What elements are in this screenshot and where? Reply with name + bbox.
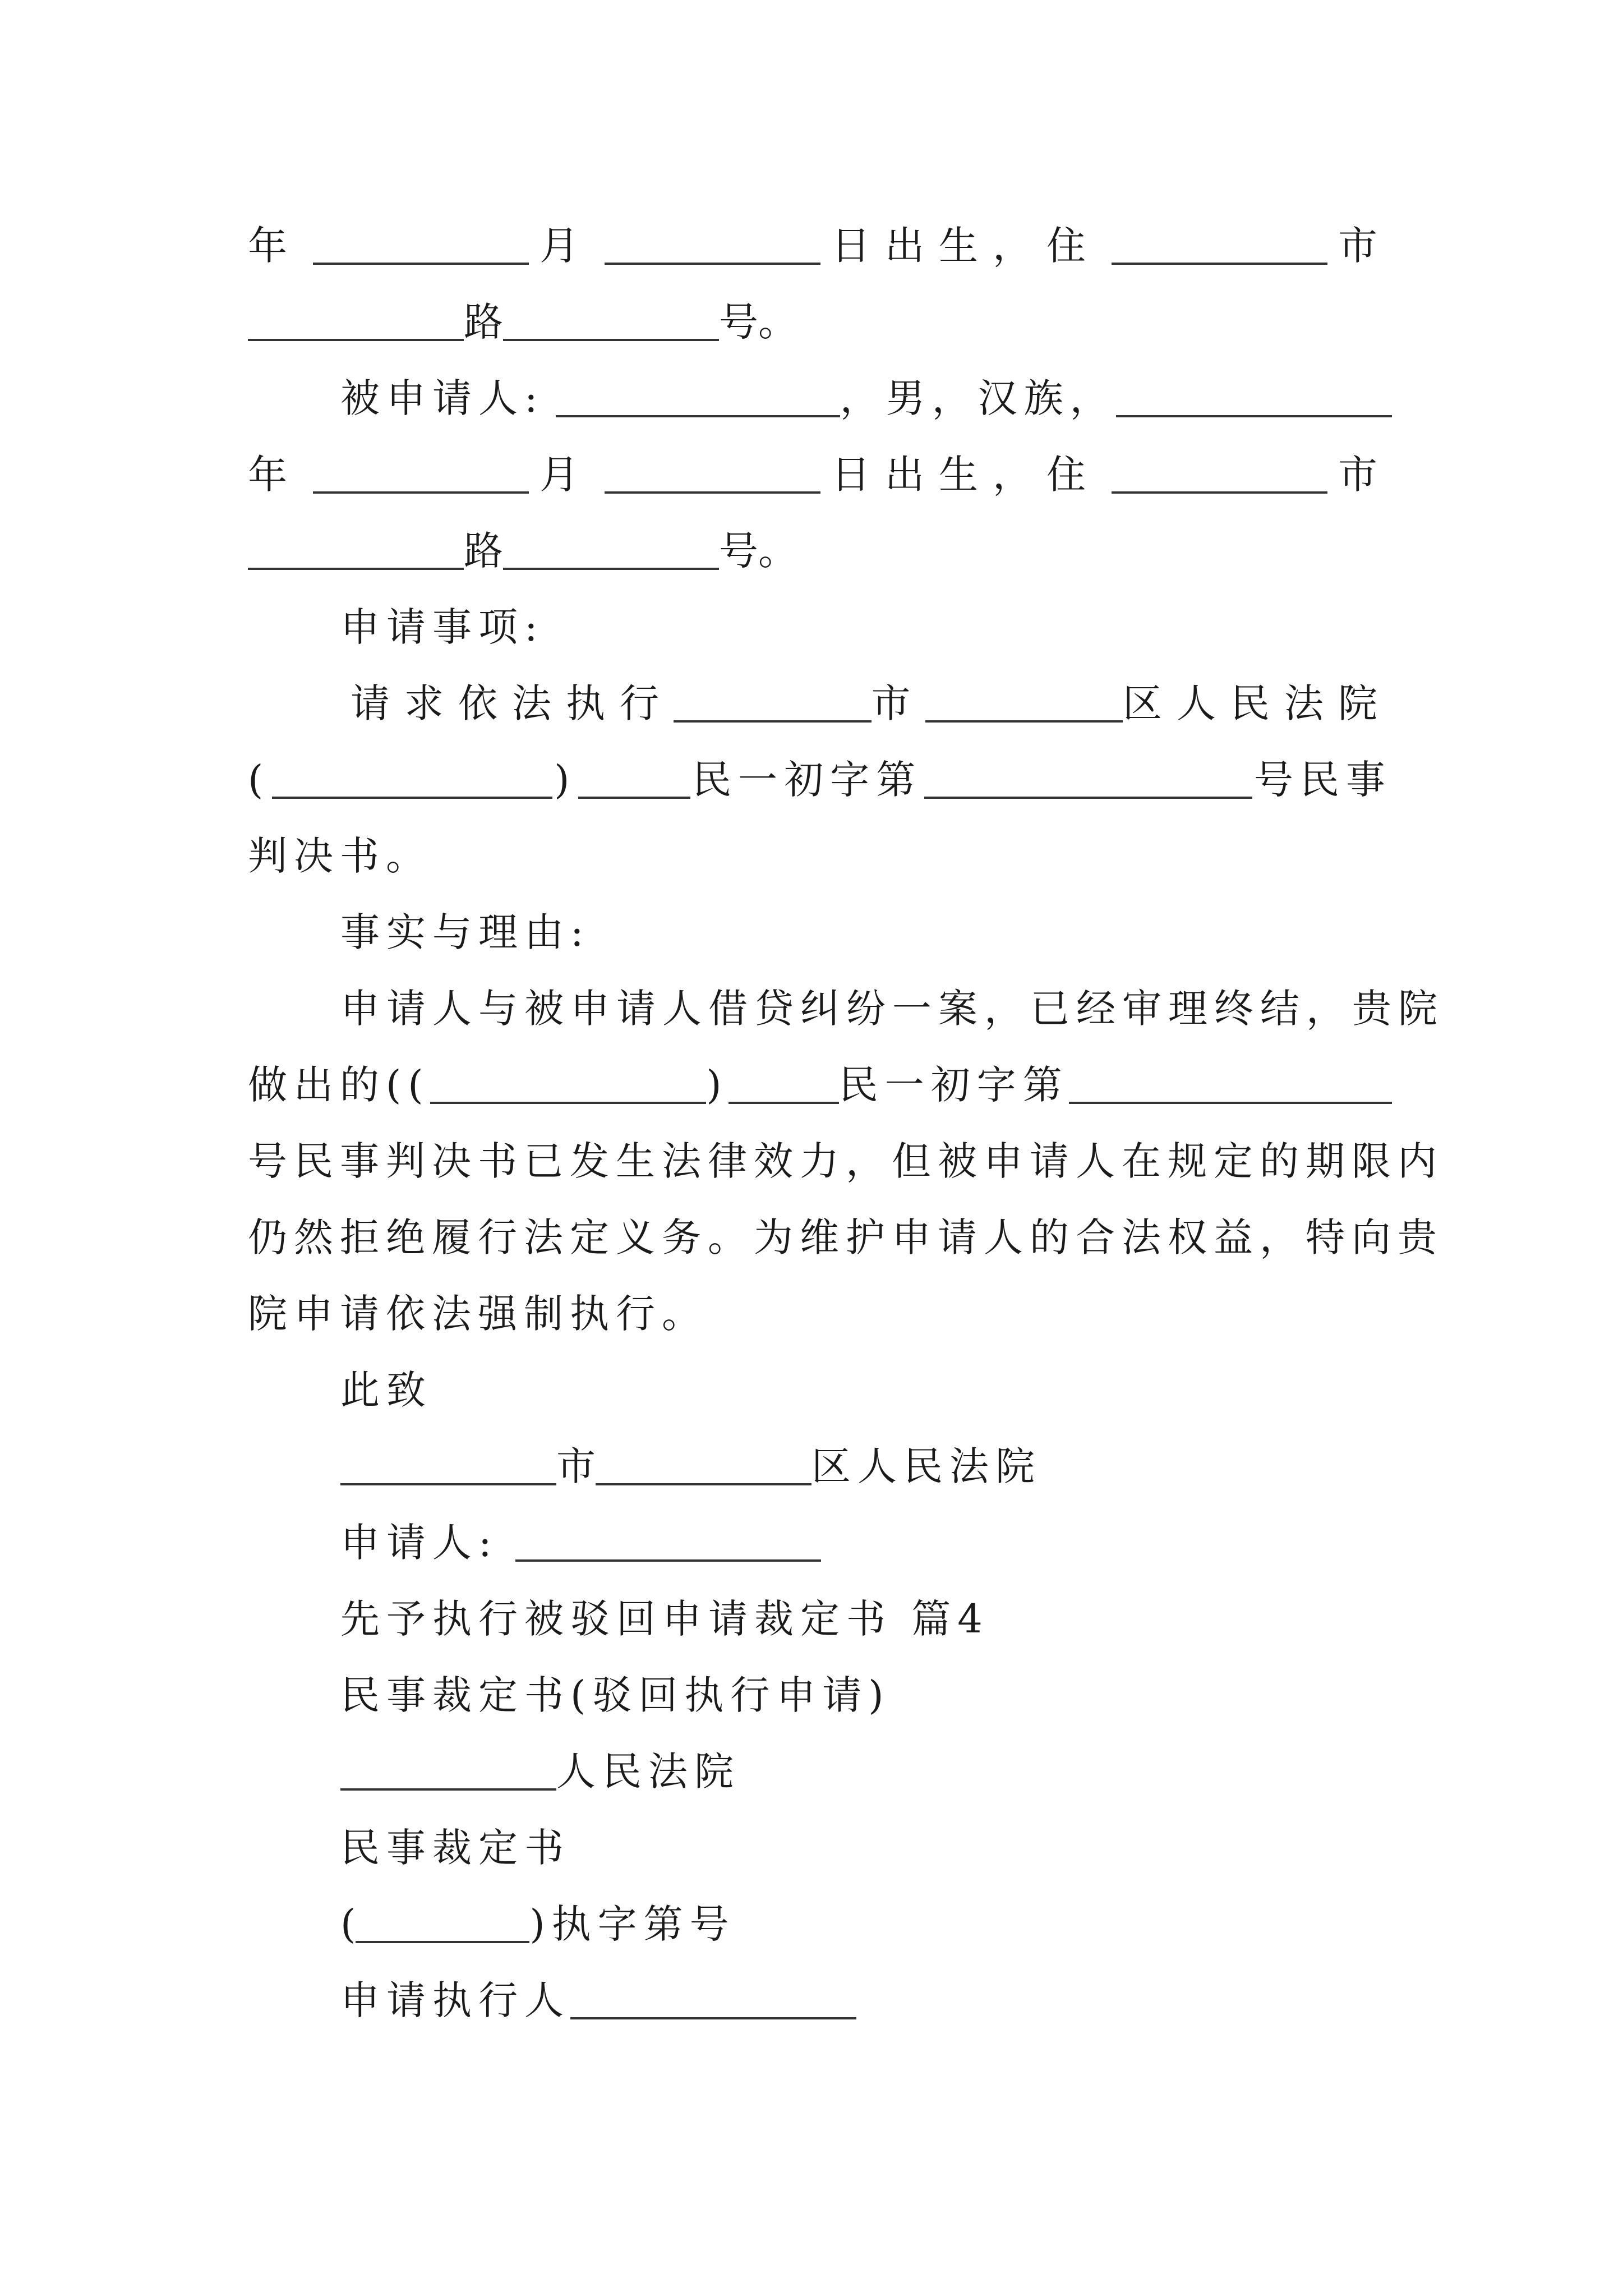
request-heading: 申请事项: [340, 604, 545, 650]
open-paren: ( [248, 757, 270, 803]
year-label: 年 [248, 452, 302, 498]
ruling-title-line [340, 1668, 1392, 1722]
blank-district [925, 720, 1123, 723]
month-label: 月 [540, 223, 593, 269]
district-court-label: 区人民法院 [1123, 680, 1392, 726]
blank-year [313, 491, 529, 494]
section-heading-facts [340, 905, 1392, 959]
blank-city [340, 1483, 556, 1485]
close-paren: ) [706, 1062, 728, 1108]
respondent-label: 被申请人: [340, 375, 545, 421]
city-label: 市 [1338, 452, 1392, 498]
blank-month [605, 491, 820, 494]
section-heading-request [340, 600, 1392, 654]
civil-label: 号民事 [1253, 757, 1392, 803]
year-label: 年 [248, 223, 302, 269]
blank-year-code [272, 797, 552, 799]
request-text: 请求依法执行 [351, 680, 674, 726]
blank-year [313, 263, 529, 265]
facts-paragraph-line-2 [248, 1058, 1392, 1112]
facts-text: 申请人与被申请人借贷纠纷一案，已经审理终结，贵院 [340, 986, 1444, 1032]
number-label: 号。 [719, 299, 797, 345]
ruling-heading: 民事裁定书 [340, 1825, 570, 1871]
blank-respondent-year [1116, 415, 1392, 417]
facts-paragraph-line-3 [248, 1134, 1444, 1188]
judgment-label: 判决书。 [248, 833, 432, 879]
facts-text: 做出的(( [248, 1062, 430, 1108]
respondent-line [340, 371, 1392, 425]
ruling-heading-line [340, 1821, 1392, 1875]
request-line-1 [351, 677, 1392, 730]
respondent-gender-ethnicity: ，男，汉族， [840, 375, 1116, 421]
part4-title: 先予执行被驳回申请裁定书 篇4 [340, 1596, 989, 1642]
birth-address-label: 日出生，住 [831, 452, 1100, 498]
court-name-line [340, 1745, 1392, 1798]
salutation [340, 1363, 1392, 1417]
request-line-3 [248, 829, 1392, 883]
close-paren: ) [554, 757, 577, 803]
blank-road [248, 568, 464, 570]
respondent-birth-line [248, 448, 1392, 501]
facts-paragraph-line-4 [248, 1211, 1444, 1264]
blank-city [1112, 263, 1327, 265]
addressee-court-line [340, 1439, 1392, 1493]
facts-paragraph-line-1 [340, 982, 1444, 1036]
blank-applicant-signature [515, 1559, 821, 1562]
blank-number [503, 568, 719, 570]
blank-year-code [430, 1102, 707, 1104]
case-reference-line [340, 1897, 1392, 1951]
execution-applicant-line [340, 1973, 1392, 2027]
blank-case-number [924, 797, 1252, 799]
case-number-label: 民一初字第 [838, 1062, 1069, 1108]
road-label: 路 [464, 528, 503, 574]
facts-paragraph-line-5 [248, 1287, 1392, 1341]
respondent-address-line [248, 524, 1392, 578]
facts-text: 仍然拒绝履行法定义务。为维护申请人的合法权益，特向贵 [248, 1214, 1444, 1260]
facts-heading: 事实与理由: [340, 909, 591, 955]
case-number-label: 民一初字第 [692, 757, 923, 803]
applicant-signature-line [340, 1516, 1392, 1570]
blank-number [503, 339, 719, 341]
blank-year-code [356, 1941, 529, 1943]
ruling-title: 民事裁定书(驳回执行申请) [340, 1672, 891, 1718]
applicant-address-line [248, 295, 1392, 349]
facts-text: 院申请依法强制执行。 [248, 1291, 708, 1337]
district-court-label: 区人民法院 [811, 1443, 1041, 1489]
blank-court-code [728, 1102, 839, 1104]
blank-court-code [578, 797, 690, 799]
city-label: 市 [556, 1443, 596, 1489]
salutation-text: 此致 [340, 1367, 432, 1413]
month-label: 月 [540, 452, 593, 498]
birth-address-label: 日出生，住 [831, 223, 1100, 269]
blank-execution-applicant [570, 2017, 856, 2019]
blank-respondent-name [556, 415, 840, 417]
applicant-birth-line [248, 219, 1392, 273]
open-paren: ( [340, 1901, 356, 1947]
execution-case-label: )执字第号 [529, 1901, 736, 1947]
blank-case-number [1069, 1102, 1392, 1104]
blank-city [674, 720, 872, 723]
court-label: 人民法院 [556, 1749, 740, 1795]
city-label: 市 [871, 680, 925, 726]
road-label: 路 [464, 299, 503, 345]
number-label: 号。 [719, 528, 797, 574]
blank-road [248, 339, 464, 341]
blank-city [1112, 491, 1327, 494]
blank-month [605, 263, 820, 265]
blank-court-name [340, 1788, 556, 1791]
execution-applicant-label: 申请执行人 [340, 1977, 570, 2023]
blank-district [596, 1483, 811, 1485]
city-label: 市 [1338, 223, 1392, 269]
facts-text: 号民事判决书已发生法律效力，但被申请人在规定的期限内 [248, 1138, 1444, 1184]
section-title-part4 [340, 1592, 1392, 1646]
applicant-signature-label: 申请人: [340, 1520, 499, 1566]
request-line-2 [248, 753, 1392, 807]
